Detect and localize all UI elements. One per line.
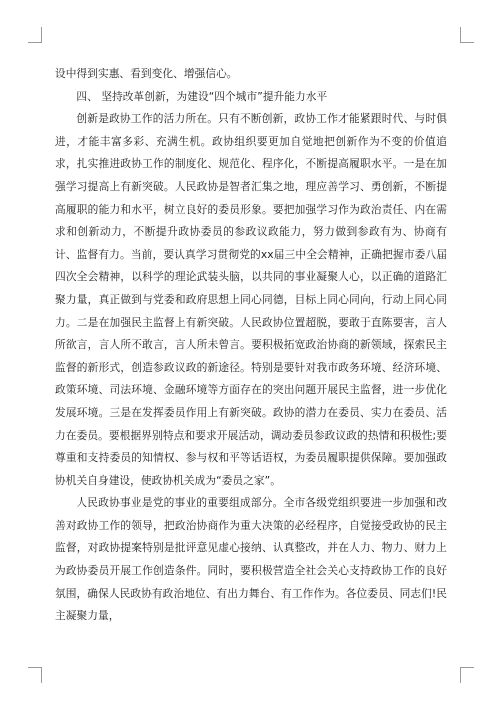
paragraph-party-leadership: 人民政协事业是党的事业的重要组成部分。全市各级党组织要进一步加强和改善对政协工作的领导，把政治协商作为重大决策的必经程序，自觉接受政协的民主监督，对政协提案特别是批评意见虚心接纳、认真整改，并在人力、物力、财力上为政协委员开展工作创造条件。同时，要积极营造全社会关心支持政协工作的良好氛围，确保人民政协有政治地位、有出力舞台、有工作作为。各位委员、同志们!民主凝聚力量， xyxy=(55,496,447,623)
document-body xyxy=(55,63,447,628)
crop-mark-bottom-left xyxy=(28,667,42,683)
crop-mark-top-left xyxy=(28,27,42,43)
paragraph-continuation: 设中得到实惠、看到变化、增强信心。 xyxy=(55,67,238,80)
paragraph-innovation: 创新是政协工作的活力所在。只有不断创新，政协工作才能紧跟时代、与时俱进，才能丰富多彩、充满生机。政协组织要更加自觉地把创新作为不变的价值追求，扎实推进政协工作的制度化、规范化、程序化，不断提高履职水平。一是在加强学习提高上有新突破。人民政协是智者汇集之地，理应善学习、勇创新，不断提高履职的能力和水平，树立良好的委员形象。要把加强学习作为政治责任、内在需求和创新动力，不断提升政协委员的参政议政能力，努力做到参政有为、协商有计、监督有力。当前，要认真学习贯彻党的xx届三中全会精神，正确把握市委八届四次全会精神，以科学的理论武装头脑，以共同的事业凝聚人心，以正确的道路汇聚力量，真正做到与党委和政府思想上同心同德，目标上同心同向，行动上同心同力。二是在加强民主监督上有新突破。人民政协位置超脱，要敢于直陈要害，言人所欲言，言人所不敢言，言人所未曾言。要积极拓宽政治协商的新领域，探索民主监督的新形式，创造参政议政的新途径。特别是要针对我市政务环境、经济环境、政策环境、司法环境、金融环境等方面存在的突出问题开展民主监督，进一步优化发展环境。三是在发挥委员作用上有新突破。政协的潜力在委员、实力在委员、活力在委员。要根据界别特点和要求开展活动，调动委员参政议政的热情和积极性;要尊重和支持委员的知情权、参与权和平等话语权，为委员履职提供保障。要加强政协机关自身建设，使政协机关成为“委员之家”。 xyxy=(55,112,447,487)
crop-mark-top-right xyxy=(460,27,474,43)
section-heading: 四、 坚持改革创新，为建设“四个城市”提升能力水平 xyxy=(76,89,328,103)
crop-mark-bottom-right xyxy=(460,667,474,683)
